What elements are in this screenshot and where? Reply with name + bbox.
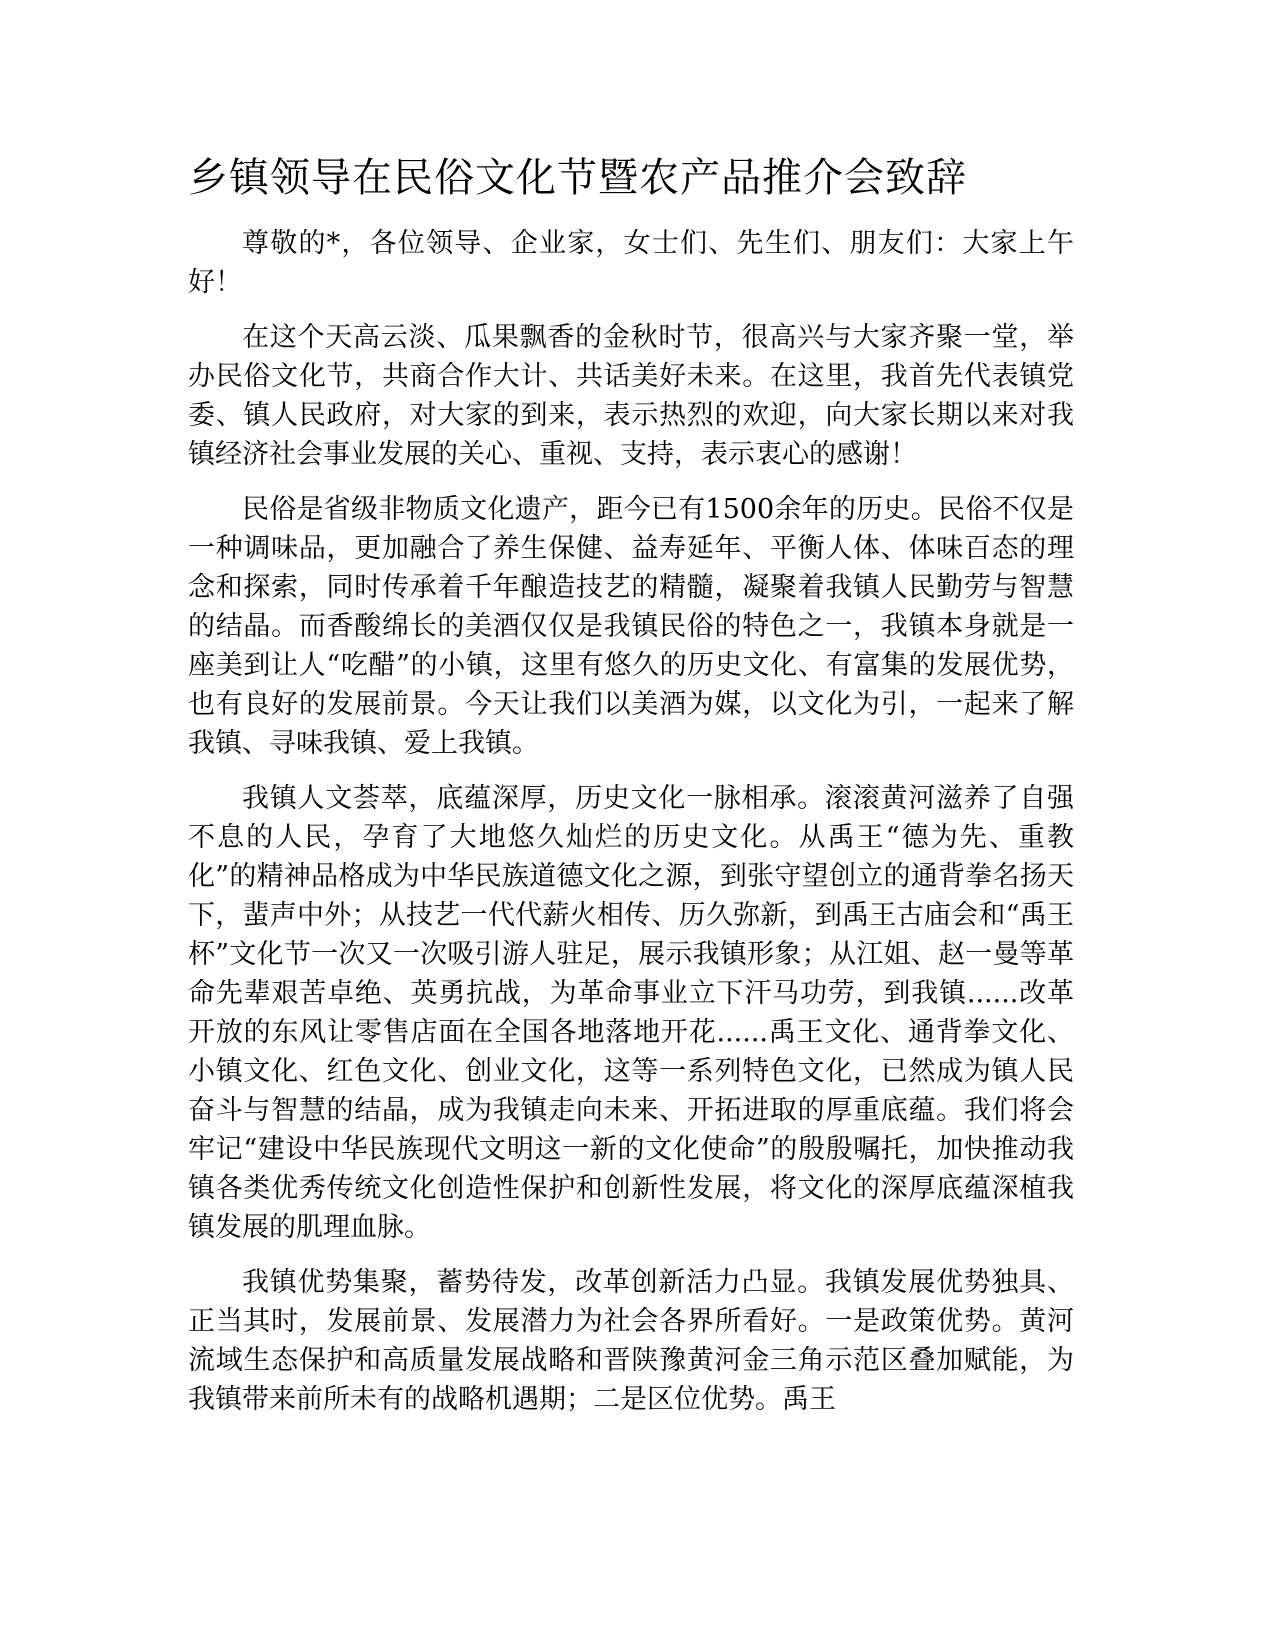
paragraph-greeting: 尊敬的*，各位领导、企业家，女士们、先生们、朋友们：大家上午好！ [188, 228, 1074, 298]
document-title: 乡镇领导在民俗文化节暨农产品推介会致辞 [188, 155, 967, 201]
paragraph-folk-custom: 民俗是省级非物质文化遗产，距今已有1500余年的历史。民俗不仅是一种调味品，更加融合了养生保健、益寿延年、平衡人体、体味百态的理念和探索，同时传承着千年酿造技艺的精髓，凝聚着我镇人民勤劳与智慧的结晶。而香酸绵长的美酒仅仅是我镇民俗的特色之一，我镇本身就是一座美到让人“吃醋”的小镇，这里有悠久的历史文化、有富集的发展优势，也有良好的发展前景。今天让我们以美酒为媒，以文化为引，一起来了解我镇、寻味我镇、爱上我镇。 [188, 494, 1074, 759]
paragraph-culture-history: 我镇人文荟萃，底蕴深厚，历史文化一脉相承。滚滚黄河滋养了自强不息的人民，孕育了大地悠久灿烂的历史文化。从禹王“德为先、重教化”的精神品格成为中华民族道德文化之源，到张守望创立的通背拳名扬天下，蜚声中外；从技艺一代代薪火相传、历久弥新，到禹王古庙会和“禹王杯”文化节一次又一次吸引游人驻足，展示我镇形象；从江姐、赵一曼等革命先辈艰苦卓绝、英勇抗战，为革命事业立下汗马功劳，到我镇......改革开放的东风让零售店面在全国各地落地开花......禹王文化、通背拳文化、小镇文化、红色文化、创业文化，这等一系列特色文化，已然成为镇人民奋斗与智慧的结晶，成为我镇走向未来、开拓进取的厚重底蕴。我们将会牢记“建设中华民族现代文明这一新的文化使命”的殷殷嘱托，加快推动我镇各类优秀传统文化创造性保护和创新性发展，将文化的深厚底蕴深植我镇发展的肌理血脉。 [188, 783, 1074, 1243]
document-body [188, 224, 1074, 1435]
paragraph-advantages: 我镇优势集聚，蓄势待发，改革创新活力凸显。我镇发展优势独具、正当其时，发展前景、发展潜力为社会各界所看好。一是政策优势。黄河流域生态保护和高质量发展战略和晋陕豫黄河金三角示范区叠加赋能，为我镇带来前所未有的战略机遇期；二是区位优势。禹王 [188, 1267, 1074, 1415]
paragraph-welcome: 在这个天高云淡、瓜果飘香的金秋时节，很高兴与大家齐聚一堂，举办民俗文化节，共商合作大计、共话美好未来。在这里，我首先代表镇党委、镇人民政府，对大家的到来，表示热烈的欢迎，向大家长期以来对我镇经济社会事业发展的关心、重视、支持，表示衷心的感谢！ [188, 322, 1074, 470]
